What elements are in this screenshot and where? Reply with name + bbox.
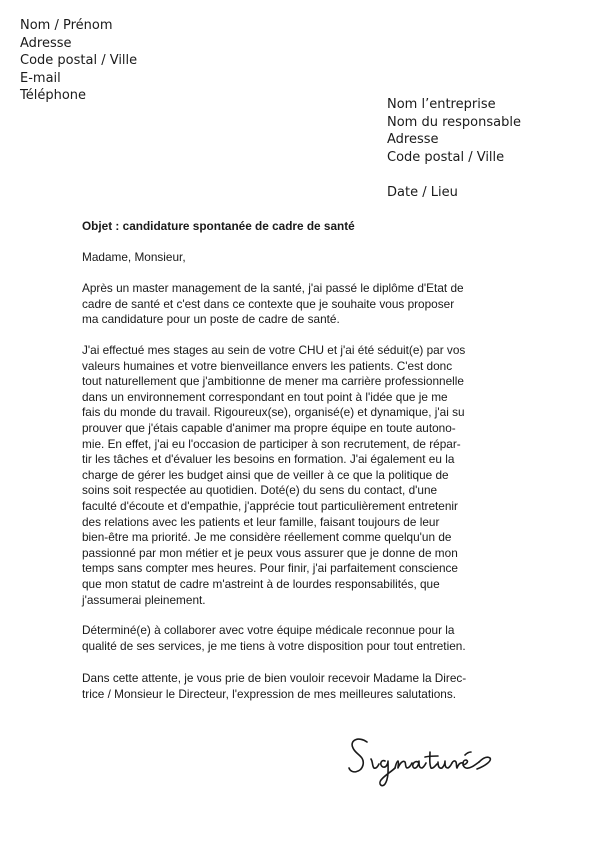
paragraph-1 [82, 281, 522, 328]
signature-label: Signature [345, 728, 350, 729]
handwritten-signature [345, 728, 495, 788]
recipient-block [387, 96, 521, 166]
letter-greeting: Madame, Monsieur, [82, 250, 186, 264]
paragraph-line: tir les tâches et d'évaluer les besoins en formation. J'ai également eu la [82, 452, 455, 467]
paragraph-4 [82, 671, 522, 702]
paragraph-line: Dans cette attente, je vous prie de bien vouloir recevoir Madame la Direc- [82, 671, 467, 685]
paragraph-3 [82, 623, 522, 654]
paragraph-line: mie. En effet, j'ai eu l'occasion de participer à son recrutement, de répar- [82, 436, 461, 451]
sender-name: Nom / Prénom [20, 18, 113, 33]
sender-phone: Téléphone [20, 88, 87, 104]
paragraph-line: prouver que j'étais capable d'animer ma propre équipe en toute autono- [82, 420, 456, 435]
recipient-postal-city: Code postal / Ville [387, 149, 505, 165]
paragraph-line: cadre de santé et c'est dans ce contexte que je souhaite vous proposer [82, 296, 455, 311]
sender-block [20, 17, 137, 105]
date-place: Date / Lieu [387, 185, 458, 200]
recipient-manager: Nom du responsable [387, 114, 521, 130]
paragraph-line: fais du monde du travail. Rigoureux(se), organisé(e) et dynamique, j'ai su [82, 405, 465, 420]
paragraph-line: passionné par mon métier et je peux vous assurer que je donne de mon [82, 545, 458, 560]
letter-object: Objet : candidature spontanée de cadre de santé [82, 219, 355, 233]
paragraph-line: qualité de ses services, je me tiens à votre disposition pour tout entretien. [82, 638, 466, 653]
sender-address: Adresse [20, 35, 72, 51]
sender-postal-city: Code postal / Ville [20, 53, 138, 69]
recipient-company: Nom l’entreprise [387, 97, 496, 112]
paragraph-line: charge de gérer les budget ainsi que de veiller à ce que la politique de [82, 467, 449, 482]
recipient-address: Adresse [387, 132, 439, 148]
paragraph-2 [82, 343, 522, 608]
paragraph-line: j'assumerai pleinement. [82, 592, 206, 607]
paragraph-line: soins soit respectée au quotidien. Doté(e) du sens du contact, d'une [82, 483, 438, 498]
paragraph-line: Après un master management de la santé, j'ai passé le diplôme d'Etat de [82, 281, 464, 295]
paragraph-line: que mon statut de cadre m'astreint à de lourdes responsabilités, que [82, 576, 440, 591]
paragraph-line: J'ai effectué mes stages au sein de votre CHU et j'ai été séduit(e) par vos [82, 343, 466, 357]
paragraph-line: bien-être ma priorité. Je me considère réellement comme quelqu'un de [82, 530, 452, 545]
paragraph-line: valeurs humaines et votre bienveillance envers les patients. C'est donc [82, 358, 453, 373]
paragraph-line: trice / Monsieur le Directeur, l'expression de mes meilleures salutations. [82, 686, 457, 701]
paragraph-line: dans un environnement correspondant en tout point à l'idée que je me [82, 389, 448, 404]
paragraph-line: temps sans compter mes heures. Pour finir, j'ai parfaitement conscience [82, 561, 458, 576]
sender-email: E-mail [20, 70, 61, 86]
paragraph-line: faculté d'écoute et d'empathie, j'apprécie tout particulièrement entretenir [82, 498, 458, 513]
paragraph-line: Déterminé(e) à collaborer avec votre équipe médicale reconnue pour la [82, 623, 455, 637]
paragraph-line: tout naturellement que j'ambitionne de mener ma carrière professionnelle [82, 374, 464, 389]
paragraph-line: ma candidature pour un poste de cadre de santé. [82, 312, 340, 327]
paragraph-line: des relations avec les patients et leur famille, faisant toujours de leur [82, 514, 440, 529]
